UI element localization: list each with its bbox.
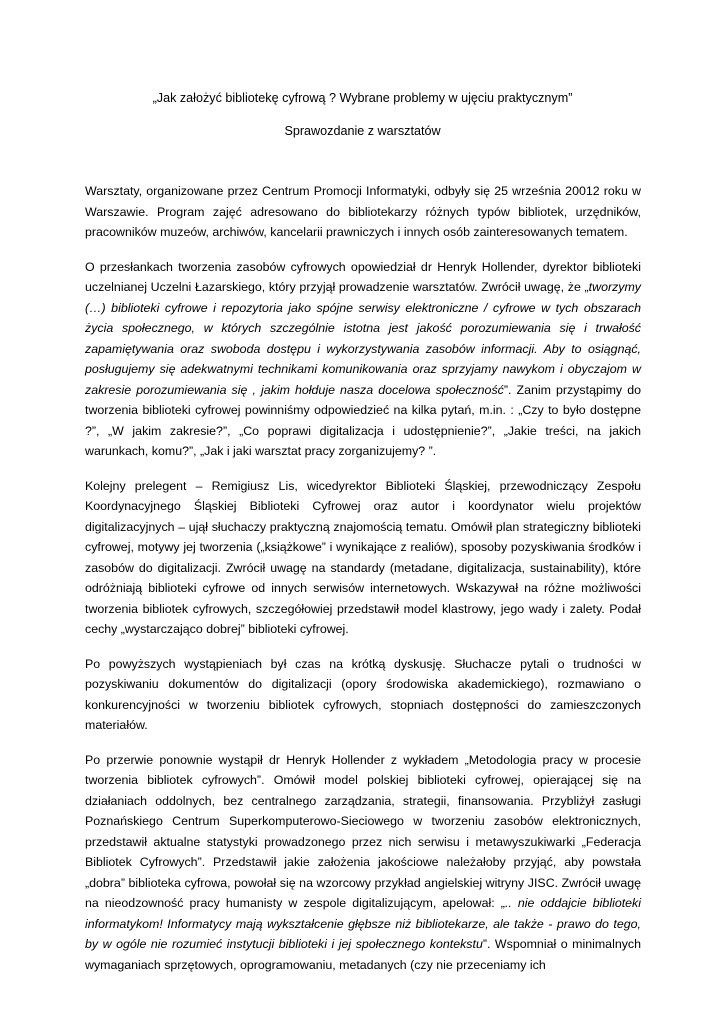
paragraph-text: Po przerwie ponownie wystąpił dr Henryk Hollender z wykładem „Metodologia pracy w procesie tworzenia bibliotek cyfrowych”. Omówił model polskiej biblioteki cyfrowej, opierającej się na działaniach oddolnych, bez centralnego zarządzania, strategii, finansowania. Przybliżył zasługi Poznańskiego Centrum Superkomputerowo-Sieciowego w tworzeniu zasobów elektronicznych, przedstawił aktualne statystyki prowadzonego przez nich serwisu i metawyszukiwarki „Federacja Bibliotek Cyfrowych”. Przedstawił jakie założenia jakościowe należałoby przyjąć, aby powstała „dobra” biblioteka cyfrowa, powołał się na wzorcowy przykład angielskiej witryny JISC. Zwrócił uwagę na nieodzowność pracy humanisty w zespole digitalizującym, apelował: „ <box>85 752 641 910</box>
paragraph-intro <box>85 181 641 243</box>
paragraph-text: Po powyższych wystąpieniach był czas na krótką dyskusję. Słuchacze pytali o trudności w pozyskiwaniu dokumentów do digitalizacji (opory środowiska akademickiego), rozmawiano o konkurencyjności w tworzeniu bibliotek cyfrowych, stopniach dostępności do zamieszczonych materiałów. <box>85 656 641 732</box>
document-subtitle: Sprawozdanie z warsztatów <box>284 124 441 138</box>
paragraph-text: ”. Zanim przystąpimy do tworzenia biblioteki cyfrowej powinniśmy odpowiedzieć na kilka pytań, m.in. : „Czy to było dostępne ?”, „W jakim zakresie?”, „Co poprawi digitalizacja i udostępnienie?”, „Jakie treści, na jakich warunkach, komu?”, „Jak i jaki warsztat pracy zorganizujemy? ”. <box>85 382 641 458</box>
paragraph-hollender-intro <box>85 257 641 462</box>
document-body <box>85 181 641 975</box>
paragraph-text: Warsztaty, organizowane przez Centrum Promocji Informatyki, odbyły się 25 września 20012 roku w Warszawie. Program zajęć adresowano do bibliotekarzy różnych typów bibliotek, urzędników, pracowników muzeów, archiwów, kancelarii prawniczych i innych osób zainteresowanych tematem. <box>85 184 641 239</box>
quote-italic: .. nie oddajcie biblioteki informatykom! Informatycy mają wykształcenie głębsze niż bibliotekarze, ale także - prawo do tego, by w ogóle nie rozumieć instytucji biblioteki i jej społecznego kontekstu <box>85 896 641 951</box>
document-title: „Jak założyć bibliotekę cyfrową ? Wybrane problemy w ujęciu praktycznym” <box>152 91 573 105</box>
paragraph-lis <box>85 476 641 640</box>
paragraph-hollender-methodology <box>85 750 641 976</box>
paragraph-text: Kolejny prelegent – Remigiusz Lis, wicedyrektor Biblioteki Śląskiej, przewodniczący Zespołu Koordynacyjnego Śląskiej Biblioteki Cyfrowej oraz autor i koordynator wielu projektów digitalizacyjnych – ujął słuchaczy praktyczną znajomością tematu. Omówił plan strategiczny biblioteki cyfrowej, motywy jej tworzenia („książkowe” i wynikające z realiów), sposoby pozyskiwania środków i zasobów do digitalizacji. Zwrócił uwagę na standardy (metadane, digitalizacja, sustainability), które odróżniają biblioteki cyfrowe od innych serwisów internetowych. Wskazywał na różne możliwości tworzenia bibliotek cyfrowych, szczegółowiej przedstawił model klastrowy, jego wady i zalety. Podał cechy „wystarczająco dobrej” biblioteki cyfrowej. <box>85 478 641 636</box>
paragraph-discussion <box>85 654 641 736</box>
quote-italic: tworzymy (…) biblioteki cyfrowe i repozytoria jako spójne serwisy elektroniczne / cyfrowe w tych obszarach życia społecznego, w których szczególnie istotna jest jakość porozumiewania się i trwałość zapamiętywania oraz swoboda dostępu i wykorzystywania zasobów informacji. Aby to osiągnąć, posługujemy się adekwatnymi technikami komunikowania oraz sprzyjamy nawykom i obyczajom w zakresie porozumiewania się , jakim hołduje nasza docelowa społeczność <box>85 280 641 397</box>
paragraph-text: O przesłankach tworzenia zasobów cyfrowych opowiedział dr Henryk Hollender, dyrektor biblioteki uczelnianej Uczelni Łazarskiego, który przyjął prowadzenie warsztatów. Zwrócił uwagę, że „ <box>85 259 641 294</box>
paragraph-text: ”. Wspomniał o minimalnych wymaganiach sprzętowych, oprogramowaniu, metadanych (czy nie przeceniamy ich <box>85 937 641 972</box>
